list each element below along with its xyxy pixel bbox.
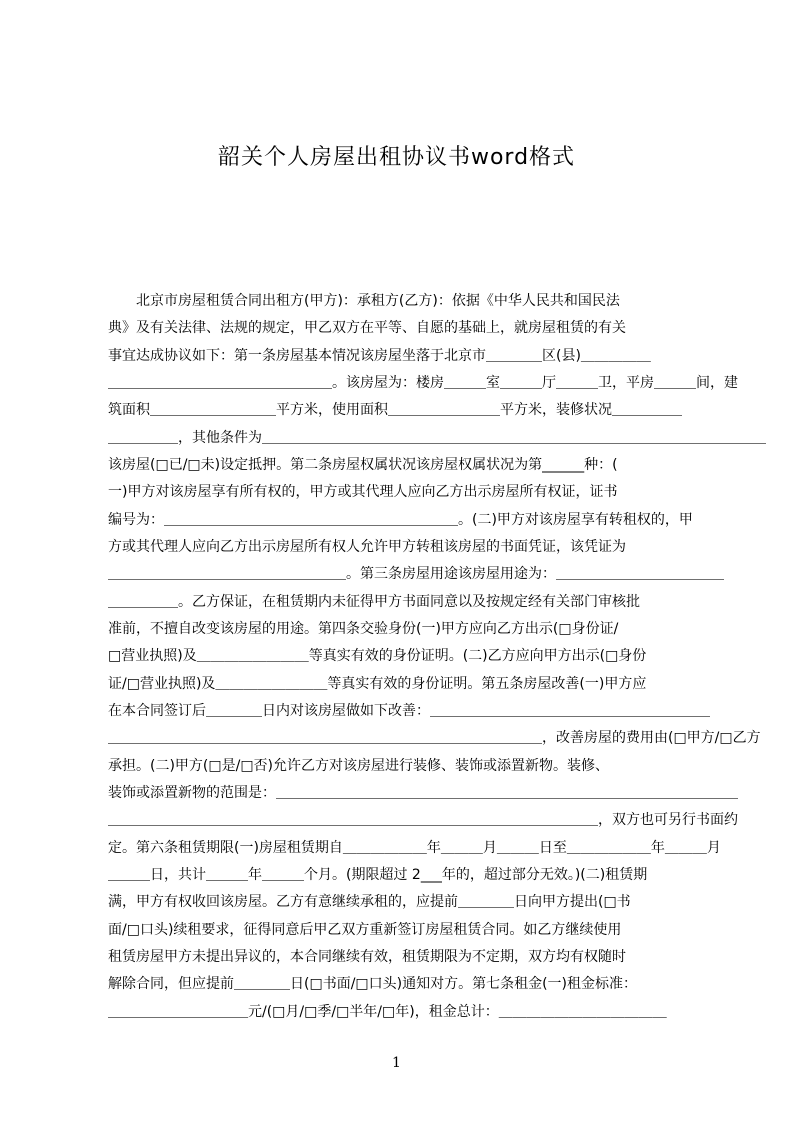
body-line: ＿＿＿＿＿＿＿＿＿＿元/(□月/□季/□半年/□年)，租金总计：＿＿＿＿＿＿＿＿＿＿＿＿ bbox=[108, 1003, 667, 1020]
body-line: 承担。(二)甲方(□是/□否)允许乙方对该房屋进行装修、装饰或添置新物。装修、 bbox=[108, 757, 610, 774]
body-line: 在本合同签订后＿＿＿＿日内对该房屋做如下改善：＿＿＿＿＿＿＿＿＿＿＿＿＿＿＿＿＿＿＿＿ bbox=[108, 702, 710, 719]
document-title: 韶关个人房屋出租协议书word格式 bbox=[217, 145, 576, 170]
body-line: 解除合同，但应提前＿＿＿＿日(□书面/□口头)通知对方。第七条租金(一)租金标准： bbox=[108, 976, 638, 993]
body-line: ＿＿＿＿＿＿＿＿＿＿＿＿＿＿＿＿＿＿＿＿＿＿＿＿＿＿＿＿＿＿＿，改善房屋的费用由(□甲方/□乙方 bbox=[108, 730, 761, 747]
body-line: 方或其代理人应向乙方出示房屋所有权人允许甲方转租该房屋的书面凭证，该凭证为 bbox=[108, 538, 626, 555]
body-line: ＿＿＿＿＿＿＿＿＿＿＿＿＿＿＿＿＿。第三条房屋用途该房屋用途为：＿＿＿＿＿＿＿＿＿＿＿＿ bbox=[108, 566, 724, 583]
body-line: 面/□口头)续租要求，征得同意后甲乙双方重新签订房屋租赁合同。如乙方继续使用 bbox=[108, 921, 622, 938]
body-line: 事宜达成协议如下：第一条房屋基本情况该房屋坐落于北京市＿＿＿＿区(县)＿＿＿＿＿ bbox=[108, 347, 651, 364]
body-line: 一)甲方对该房屋享有所有权的，甲方或其代理人应向乙方出示房屋所有权证，证书 bbox=[108, 484, 618, 501]
body-line: 证/□营业执照)及＿＿＿＿＿＿＿＿等真实有效的身份证明。第五条房屋改善(一)甲方应 bbox=[108, 675, 647, 692]
body-line: 装饰或添置新物的范围是：＿＿＿＿＿＿＿＿＿＿＿＿＿＿＿＿＿＿＿＿＿＿＿＿＿＿＿＿＿＿＿＿＿ bbox=[108, 784, 738, 801]
body-line: 典》及有关法律、法规的规定，甲乙双方在平等、自愿的基础上，就房屋租赁的有关 bbox=[108, 320, 626, 337]
body-line: 北京市房屋租赁合同出租方(甲方)：承租方(乙方)：依据《中华人民共和国民法 bbox=[108, 293, 620, 309]
contract-body bbox=[108, 288, 766, 1026]
body-line: ＿＿＿＿＿，其他条件为＿＿＿＿＿＿＿＿＿＿＿＿＿＿＿＿＿＿＿＿＿＿＿＿＿＿＿＿＿＿＿＿＿＿＿＿ bbox=[108, 429, 766, 446]
body-line: 该房屋(□已/□未)设定抵押。第二条房屋权属状况该房屋权属状况为第______种：( bbox=[108, 456, 618, 473]
body-line: ＿＿＿＿＿＿＿＿＿＿＿＿＿＿＿＿。该房屋为：楼房＿＿＿室＿＿＿厅＿＿＿卫，平房＿＿＿间，建 bbox=[108, 374, 738, 391]
body-line: 租赁房屋甲方未提出异议的，本合同继续有效，租赁期限为不定期，双方均有权随时 bbox=[108, 948, 626, 965]
body-line: ＿＿＿＿＿。乙方保证，在租赁期内未征得甲方书面同意以及按规定经有关部门审核批 bbox=[108, 593, 640, 610]
body-line: ＿＿＿＿＿＿＿＿＿＿＿＿＿＿＿＿＿＿＿＿＿＿＿＿＿＿＿＿＿＿＿＿＿＿＿，双方也可另行书面约 bbox=[108, 812, 738, 829]
body-line: 编号为：＿＿＿＿＿＿＿＿＿＿＿＿＿＿＿＿＿＿＿＿＿。(二)甲方对该房屋享有转租权的，甲 bbox=[108, 511, 693, 528]
page-number: 1 bbox=[392, 1055, 401, 1071]
body-line: ＿＿＿日，共计＿＿＿年＿＿＿个月。(期限超过 2___年的，超过部分无效。)(二)租赁期 bbox=[108, 866, 648, 883]
body-line: 准前，不擅自改变该房屋的用途。第四条交验身份(一)甲方应向乙方出示(□身份证/ bbox=[108, 620, 619, 637]
body-line: 满，甲方有权收回该房屋。乙方有意继续承租的，应提前＿＿＿＿日向甲方提出(□书 bbox=[108, 894, 631, 911]
body-line: □营业执照)及＿＿＿＿＿＿＿＿等真实有效的身份证明。(二)乙方应向甲方出示(□身份 bbox=[108, 648, 647, 665]
body-line: 定。第六条租赁期限(一)房屋租赁期自＿＿＿＿＿＿年＿＿＿月＿＿＿日至＿＿＿＿＿＿年＿＿＿月 bbox=[108, 839, 721, 856]
body-line: 筑面积＿＿＿＿＿＿＿＿＿平方米，使用面积＿＿＿＿＿＿＿＿平方米，装修状况＿＿＿＿＿ bbox=[108, 402, 682, 419]
